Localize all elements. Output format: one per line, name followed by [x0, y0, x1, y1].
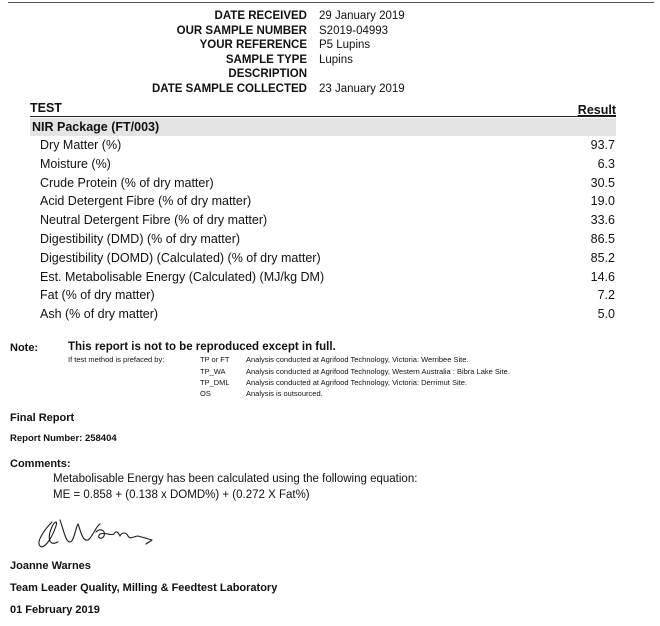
method-description: Analysis conducted at Agrifood Technology, Victoria: Derrimut Site. — [246, 378, 467, 387]
meta-row-date-received — [0, 10, 660, 25]
table-row — [30, 174, 616, 193]
meta-row-sample-number — [0, 25, 660, 40]
test-name: Ash (% of dry matter) — [40, 307, 159, 322]
top-divider — [8, 2, 654, 3]
results-table-header — [30, 100, 616, 117]
meta-value: 23 January 2019 — [319, 82, 405, 95]
meta-label: SAMPLE TYPE — [225, 53, 307, 66]
note-prefaced-text: If test method is prefaced by: — [68, 355, 165, 364]
test-result: 93.7 — [590, 138, 615, 152]
table-row — [30, 286, 616, 305]
test-result: 7.2 — [597, 288, 615, 303]
report-number: Report Number: 258404 — [10, 433, 117, 444]
package-name: NIR Package (FT/003) — [32, 120, 160, 134]
results-table — [30, 136, 616, 324]
test-column-header: TEST — [30, 101, 62, 115]
signature-date: 01 February 2019 — [10, 604, 100, 616]
final-report-label: Final Report — [10, 412, 75, 424]
meta-label: DESCRIPTION — [228, 68, 307, 81]
test-name: Fat (% of dry matter) — [40, 288, 155, 303]
test-result: 6.3 — [597, 156, 615, 171]
result-column-header: Result — [577, 103, 616, 117]
meta-row-description — [0, 68, 660, 83]
meta-value: 29 January 2019 — [319, 10, 405, 22]
test-name: Crude Protein (% of dry matter) — [40, 175, 214, 190]
meta-row-sample-type — [0, 54, 660, 69]
meta-value: S2019-04993 — [319, 24, 389, 37]
note-text: This report is not to be reproduced except in full. — [68, 341, 336, 353]
method-description: Analysis conducted at Agrifood Technology, Victoria: Werribee Site. — [246, 355, 469, 364]
test-result: 86.5 — [590, 231, 615, 246]
table-row — [30, 268, 616, 287]
me-equation: ME = 0.858 + (0.138 x DOMD%) + (0.272 X Fat%) — [53, 489, 310, 501]
test-result: 14.6 — [590, 269, 615, 284]
signatory-name: Joanne Warnes — [10, 560, 91, 572]
table-row — [30, 136, 616, 155]
test-result: 5.0 — [597, 307, 615, 322]
method-description: Analysis is outsourced. — [246, 389, 323, 398]
table-row — [30, 155, 616, 174]
meta-label: YOUR REFERENCE — [199, 39, 307, 52]
test-name: Digestibility (DMD) (% of dry matter) — [40, 231, 241, 246]
meta-value: Lupins — [319, 53, 353, 66]
test-name: Acid Detergent Fibre (% of dry matter) — [40, 194, 252, 209]
table-row — [30, 192, 616, 211]
test-result: 30.5 — [590, 175, 615, 190]
test-result: 33.6 — [590, 213, 615, 228]
meta-row-date-collected — [0, 83, 660, 98]
comments-text: Metabolisable Energy has been calculated using the following equation: — [53, 473, 418, 485]
package-row — [30, 118, 616, 136]
method-code: TP_DML — [200, 378, 230, 387]
method-code: TP_WA — [200, 367, 226, 376]
note-label: Note: — [10, 342, 39, 354]
test-name: Dry Matter (%) — [40, 138, 122, 152]
meta-value: P5 Lupins — [319, 39, 371, 52]
method-description: Analysis conducted at Agrifood Technology, Western Australia : Bibra Lake Site. — [246, 367, 510, 376]
test-name: Moisture (%) — [40, 156, 111, 171]
test-name: Digestibility (DOMD) (Calculated) (% of dry matter) — [40, 250, 321, 265]
meta-label: OUR SAMPLE NUMBER — [176, 24, 307, 37]
table-row — [30, 211, 616, 230]
meta-row-reference — [0, 39, 660, 54]
signatory-title: Team Leader Quality, Milling & Feedtest Laboratory — [10, 582, 278, 594]
meta-label: DATE RECEIVED — [214, 10, 307, 22]
meta-label: DATE SAMPLE COLLECTED — [151, 82, 307, 95]
test-name: Neutral Detergent Fibre (% of dry matter) — [40, 213, 268, 228]
test-name: Est. Metabolisable Energy (Calculated) (MJ/kg DM) — [40, 269, 325, 284]
table-row — [30, 230, 616, 249]
test-result: 19.0 — [590, 194, 615, 209]
table-row — [30, 249, 616, 268]
signature-image — [30, 512, 170, 556]
method-code: TP or FT — [200, 355, 230, 364]
comments-label: Comments: — [10, 458, 71, 470]
method-code: OS — [200, 389, 211, 398]
test-result: 85.2 — [590, 250, 615, 265]
sample-details — [0, 10, 660, 98]
table-row — [30, 305, 616, 324]
